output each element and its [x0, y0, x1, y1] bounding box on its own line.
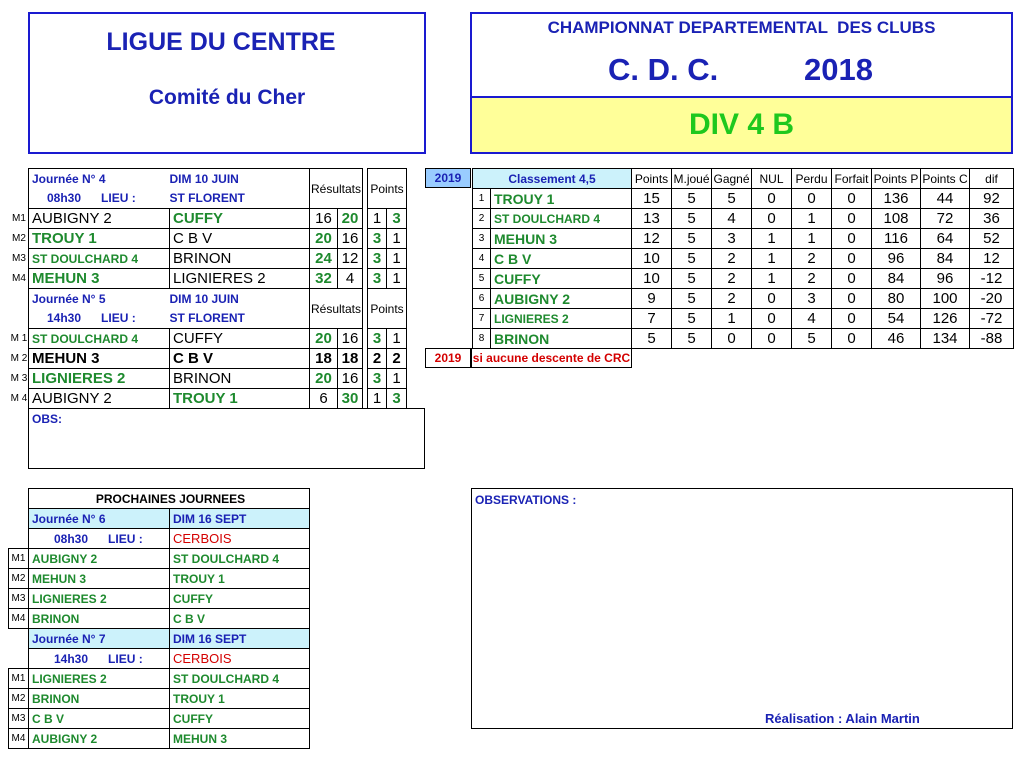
day5-header-row: [29, 289, 426, 309]
points-label: Points: [368, 169, 407, 209]
rank-value: 72: [921, 209, 970, 229]
rank-value: 0: [832, 249, 872, 269]
home-team: LIGNIERES 2: [29, 369, 170, 389]
upcoming-time-value: 14h30: [54, 651, 89, 666]
rank-team: MEHUN 3: [491, 229, 632, 249]
ranking-row: [473, 269, 1014, 289]
rank-number: 8: [473, 329, 491, 349]
home-score: 16: [310, 209, 338, 229]
rank-value: 84: [872, 269, 921, 289]
spacer: [407, 349, 426, 369]
rank-value: 5: [632, 329, 672, 349]
away-score: 4: [338, 269, 363, 289]
season-year: 2018: [804, 52, 873, 87]
rank-value: 2: [712, 289, 752, 309]
rank-value: -12: [970, 269, 1014, 289]
rank-value: 0: [752, 189, 792, 209]
upcoming-match-row: [9, 729, 310, 749]
spacer: [9, 529, 29, 549]
rank-value: 64: [921, 229, 970, 249]
rank-value: 0: [752, 309, 792, 329]
col-header: M.joué: [672, 169, 712, 189]
rank-value: 116: [872, 229, 921, 249]
rank-value: 100: [921, 289, 970, 309]
col-header: Perdu: [792, 169, 832, 189]
rank-value: 0: [752, 209, 792, 229]
away-team: ST DOULCHARD 4: [170, 669, 310, 689]
col-header: Forfait: [832, 169, 872, 189]
day4-label: Journée N° 4: [29, 169, 170, 189]
rank-team: C B V: [491, 249, 632, 269]
home-score: 6: [310, 389, 338, 409]
observations-box: [471, 488, 1013, 729]
league-title: LIGUE DU CENTRE: [106, 28, 336, 56]
match-label: M2: [9, 689, 29, 709]
home-score: 20: [310, 369, 338, 389]
upcoming-day-place: [9, 529, 310, 549]
spacer: [407, 169, 426, 189]
match-label: M 4: [10, 393, 28, 404]
home-team: ST DOULCHARD 4: [29, 249, 170, 269]
note-year: 2019: [425, 348, 471, 368]
rank-number: 2: [473, 209, 491, 229]
rank-team: CUFFY: [491, 269, 632, 289]
away-score: 18: [338, 349, 363, 369]
home-points: 1: [368, 209, 387, 229]
rank-value: 5: [712, 189, 752, 209]
day4-lieu: ST FLORENT: [169, 191, 245, 206]
upcoming-table: [8, 488, 310, 749]
ranking-year: 2019: [425, 168, 471, 188]
spacer: [407, 309, 426, 329]
home-points: 1: [368, 389, 387, 409]
day4-header-row: [29, 169, 426, 189]
upcoming-day-label: Journée N° 7: [29, 629, 170, 649]
home-points: 2: [368, 349, 387, 369]
rank-value: 5: [672, 209, 712, 229]
match-row: [29, 369, 426, 389]
away-score: 16: [338, 369, 363, 389]
away-points: 1: [387, 269, 407, 289]
match-label: M4: [9, 729, 29, 749]
upcoming-match-row: [9, 689, 310, 709]
upcoming-match-row: [9, 549, 310, 569]
rank-value: 3: [792, 289, 832, 309]
col-header: NUL: [752, 169, 792, 189]
rank-value: 54: [872, 309, 921, 329]
rank-value: 0: [832, 209, 872, 229]
match-label: M2: [9, 569, 29, 589]
match-label: M4: [12, 273, 26, 284]
away-points: 1: [387, 329, 407, 349]
league-header: [28, 12, 426, 154]
spacer: [9, 509, 29, 529]
col-header: Gagné: [712, 169, 752, 189]
upcoming-title: PROCHAINES JOURNEES: [29, 489, 310, 509]
rank-value: 10: [632, 249, 672, 269]
away-points: 3: [387, 209, 407, 229]
match-label: M4: [9, 609, 29, 629]
upcoming-day-time: [29, 649, 170, 669]
day4-time: [29, 189, 170, 209]
rank-value: 0: [832, 269, 872, 289]
rank-value: 12: [632, 229, 672, 249]
rank-value: 5: [672, 329, 712, 349]
rank-value: 0: [752, 329, 792, 349]
rank-value: 96: [872, 249, 921, 269]
points-label: Points: [368, 289, 407, 329]
home-team: ST DOULCHARD 4: [29, 329, 170, 349]
home-team: BRINON: [29, 609, 170, 629]
rank-number: 5: [473, 269, 491, 289]
league-subtitle: Comité du Cher: [148, 86, 306, 109]
home-points: 3: [368, 249, 387, 269]
spacer: [407, 289, 426, 309]
rank-team: AUBIGNY 2: [491, 289, 632, 309]
rank-value: -72: [970, 309, 1014, 329]
match-label: M1: [9, 669, 29, 689]
rank-value: 5: [672, 189, 712, 209]
rank-value: 10: [632, 269, 672, 289]
day5-lieu: ST FLORENT: [169, 311, 245, 326]
spacer: [407, 229, 426, 249]
match-label: M3: [12, 253, 26, 264]
rank-value: 126: [921, 309, 970, 329]
spacer: [407, 329, 426, 349]
match-row: [29, 229, 426, 249]
rank-value: 0: [752, 289, 792, 309]
rank-value: 9: [632, 289, 672, 309]
match-label: M3: [9, 589, 29, 609]
upcoming-day-place: [9, 649, 310, 669]
home-score: 24: [310, 249, 338, 269]
home-team: MEHUN 3: [29, 269, 170, 289]
upcoming-rows: [9, 489, 310, 749]
upcoming-day-date: DIM 16 SEPT: [170, 629, 310, 649]
away-team: MEHUN 3: [170, 729, 310, 749]
match-label: M3: [9, 709, 29, 729]
home-team: AUBIGNY 2: [29, 729, 170, 749]
rank-value: 46: [872, 329, 921, 349]
away-team: BRINON: [170, 249, 310, 269]
match-label: M2: [12, 233, 26, 244]
obs-box: [28, 408, 425, 469]
rank-value: 13: [632, 209, 672, 229]
upcoming-match-row: [9, 669, 310, 689]
away-team: BRINON: [170, 369, 310, 389]
away-points: 1: [387, 229, 407, 249]
rank-value: 4: [792, 309, 832, 329]
away-points: 3: [387, 389, 407, 409]
upcoming-lieu: CERBOIS: [170, 649, 310, 669]
rank-value: 0: [832, 189, 872, 209]
rank-value: 15: [632, 189, 672, 209]
away-team: C B V: [170, 229, 310, 249]
spacer: [407, 209, 426, 229]
day5-time: [29, 309, 170, 329]
rank-value: -88: [970, 329, 1014, 349]
match-row: [29, 349, 426, 369]
rank-number: 7: [473, 309, 491, 329]
rank-team: LIGNIERES 2: [491, 309, 632, 329]
home-team: LIGNIERES 2: [29, 669, 170, 689]
match-row: [29, 249, 426, 269]
day5-lieu-label: LIEU :: [101, 311, 136, 326]
upcoming-match-row: [9, 569, 310, 589]
division-label: DIV 4 B: [688, 108, 795, 141]
championship-title: CHAMPIONNAT DEPARTEMENTAL DES CLUBS: [547, 18, 936, 37]
ranking-header-row: [473, 169, 1014, 189]
rank-number: 4: [473, 249, 491, 269]
rank-value: 1: [752, 249, 792, 269]
rank-team: ST DOULCHARD 4: [491, 209, 632, 229]
observations-label: OBSERVATIONS :: [475, 493, 577, 507]
rank-value: -20: [970, 289, 1014, 309]
ranking-row: [473, 229, 1014, 249]
upcoming-day-date: DIM 16 SEPT: [170, 509, 310, 529]
spacer: [407, 389, 426, 409]
home-team: LIGNIERES 2: [29, 589, 170, 609]
spacer: [9, 489, 29, 509]
rank-team: TROUY 1: [491, 189, 632, 209]
rank-value: 4: [712, 209, 752, 229]
day5-label: Journée N° 5: [29, 289, 170, 309]
away-team: C B V: [170, 609, 310, 629]
division-box: [472, 96, 1011, 152]
rank-value: 108: [872, 209, 921, 229]
rank-value: 3: [712, 229, 752, 249]
rank-number: 3: [473, 229, 491, 249]
spacer: [9, 629, 29, 649]
away-score: 16: [338, 229, 363, 249]
results-label: Résultats: [310, 169, 363, 209]
upcoming-lieu: CERBOIS: [170, 529, 310, 549]
rank-value: 44: [921, 189, 970, 209]
col-header: Points: [632, 169, 672, 189]
ranking-row: [473, 309, 1014, 329]
rank-value: 5: [672, 289, 712, 309]
home-points: 3: [368, 329, 387, 349]
rank-value: 0: [712, 329, 752, 349]
rank-value: 1: [792, 229, 832, 249]
upcoming-day-header: [9, 629, 310, 649]
day4-time-value: 08h30: [47, 191, 82, 206]
rank-value: 52: [970, 229, 1014, 249]
rank-value: 0: [832, 289, 872, 309]
match-label: M 3: [10, 373, 28, 384]
away-score: 20: [338, 209, 363, 229]
obs-label: OBS:: [32, 412, 62, 426]
rank-value: 80: [872, 289, 921, 309]
match-label: M1: [9, 549, 29, 569]
rank-team: BRINON: [491, 329, 632, 349]
away-team: CUFFY: [170, 709, 310, 729]
away-team: CUFFY: [170, 209, 310, 229]
rank-value: 134: [921, 329, 970, 349]
rank-value: 92: [970, 189, 1014, 209]
ranking-title: Classement 4,5: [473, 169, 632, 189]
rank-value: 136: [872, 189, 921, 209]
results-table: [28, 168, 426, 409]
rank-value: 0: [832, 229, 872, 249]
descent-note: si aucune descente de CRC: [471, 348, 632, 368]
home-team: C B V: [29, 709, 170, 729]
ranking-row: [473, 189, 1014, 209]
rank-value: 2: [712, 269, 752, 289]
upcoming-day-header: [9, 509, 310, 529]
day5-time-value: 14h30: [47, 311, 82, 326]
away-points: 1: [387, 249, 407, 269]
rank-value: 0: [792, 189, 832, 209]
rank-value: 5: [672, 249, 712, 269]
upcoming-day-time: [29, 529, 170, 549]
home-team: AUBIGNY 2: [29, 209, 170, 229]
rank-value: 5: [672, 269, 712, 289]
spacer: [407, 249, 426, 269]
home-points: 3: [368, 229, 387, 249]
rank-value: 0: [832, 329, 872, 349]
upcoming-match-row: [9, 589, 310, 609]
upcoming-time-value: 08h30: [54, 531, 89, 546]
away-score: 12: [338, 249, 363, 269]
col-header: Points P: [872, 169, 921, 189]
rank-number: 6: [473, 289, 491, 309]
home-score: 18: [310, 349, 338, 369]
home-points: 3: [368, 269, 387, 289]
rank-value: 12: [970, 249, 1014, 269]
away-score: 30: [338, 389, 363, 409]
match-row: [29, 389, 426, 409]
home-score: 32: [310, 269, 338, 289]
upcoming-day-label: Journée N° 6: [29, 509, 170, 529]
match-label: M 2: [10, 353, 28, 364]
spacer: [407, 189, 426, 209]
spacer: [407, 369, 426, 389]
home-team: TROUY 1: [29, 229, 170, 249]
rank-value: 2: [792, 269, 832, 289]
rank-value: 5: [792, 329, 832, 349]
rank-value: 1: [752, 229, 792, 249]
rank-value: 0: [832, 309, 872, 329]
day4-lieu-label: LIEU :: [101, 191, 136, 206]
away-team: TROUY 1: [170, 389, 310, 409]
home-team: AUBIGNY 2: [29, 549, 170, 569]
rank-value: 1: [752, 269, 792, 289]
match-row: [29, 269, 426, 289]
away-team: CUFFY: [170, 589, 310, 609]
ranking-row: [473, 249, 1014, 269]
col-header: dif: [970, 169, 1014, 189]
away-score: 16: [338, 329, 363, 349]
rank-value: 96: [921, 269, 970, 289]
spacer: [407, 269, 426, 289]
rank-value: 5: [672, 309, 712, 329]
away-points: 2: [387, 349, 407, 369]
ranking-table: [472, 168, 1014, 349]
away-team: TROUY 1: [170, 689, 310, 709]
day5-date: DIM 10 JUIN: [169, 291, 239, 306]
home-team: BRINON: [29, 689, 170, 709]
ranking-row: [473, 289, 1014, 309]
home-points: 3: [368, 369, 387, 389]
rank-value: 5: [672, 229, 712, 249]
match-label: M1: [12, 213, 26, 224]
rank-value: 2: [792, 249, 832, 269]
upcoming-lieu-label: LIEU :: [108, 651, 143, 666]
home-team: MEHUN 3: [29, 569, 170, 589]
rank-value: 1: [792, 209, 832, 229]
upcoming-lieu-label: LIEU :: [108, 531, 143, 546]
match-row: [29, 329, 426, 349]
home-team: MEHUN 3: [29, 349, 170, 369]
away-team: C B V: [170, 349, 310, 369]
ranking-row: [473, 209, 1014, 229]
away-team: ST DOULCHARD 4: [170, 549, 310, 569]
home-score: 20: [310, 229, 338, 249]
spacer: [9, 649, 29, 669]
match-label: M 1: [10, 333, 28, 344]
home-team: AUBIGNY 2: [29, 389, 170, 409]
upcoming-match-row: [9, 709, 310, 729]
rank-value: 1: [712, 309, 752, 329]
results-label: Résultats: [310, 289, 363, 329]
match-row: [29, 209, 426, 229]
day4-date: DIM 10 JUIN: [170, 169, 310, 189]
rank-value: 2: [712, 249, 752, 269]
away-team: CUFFY: [170, 329, 310, 349]
championship-header: [470, 12, 1013, 154]
rank-value: 7: [632, 309, 672, 329]
realisation-credit: Réalisation : Alain Martin: [765, 711, 920, 726]
upcoming-title-row: [9, 489, 310, 509]
ranking-row: [473, 329, 1014, 349]
rank-number: 1: [473, 189, 491, 209]
rank-value: 36: [970, 209, 1014, 229]
rank-value: 84: [921, 249, 970, 269]
upcoming-match-row: [9, 609, 310, 629]
cdc-label: C. D. C.: [608, 52, 719, 87]
away-team: LIGNIERES 2: [170, 269, 310, 289]
away-team: TROUY 1: [170, 569, 310, 589]
home-score: 20: [310, 329, 338, 349]
away-points: 1: [387, 369, 407, 389]
col-header: Points C: [921, 169, 970, 189]
ranking-rows: [473, 189, 1014, 349]
